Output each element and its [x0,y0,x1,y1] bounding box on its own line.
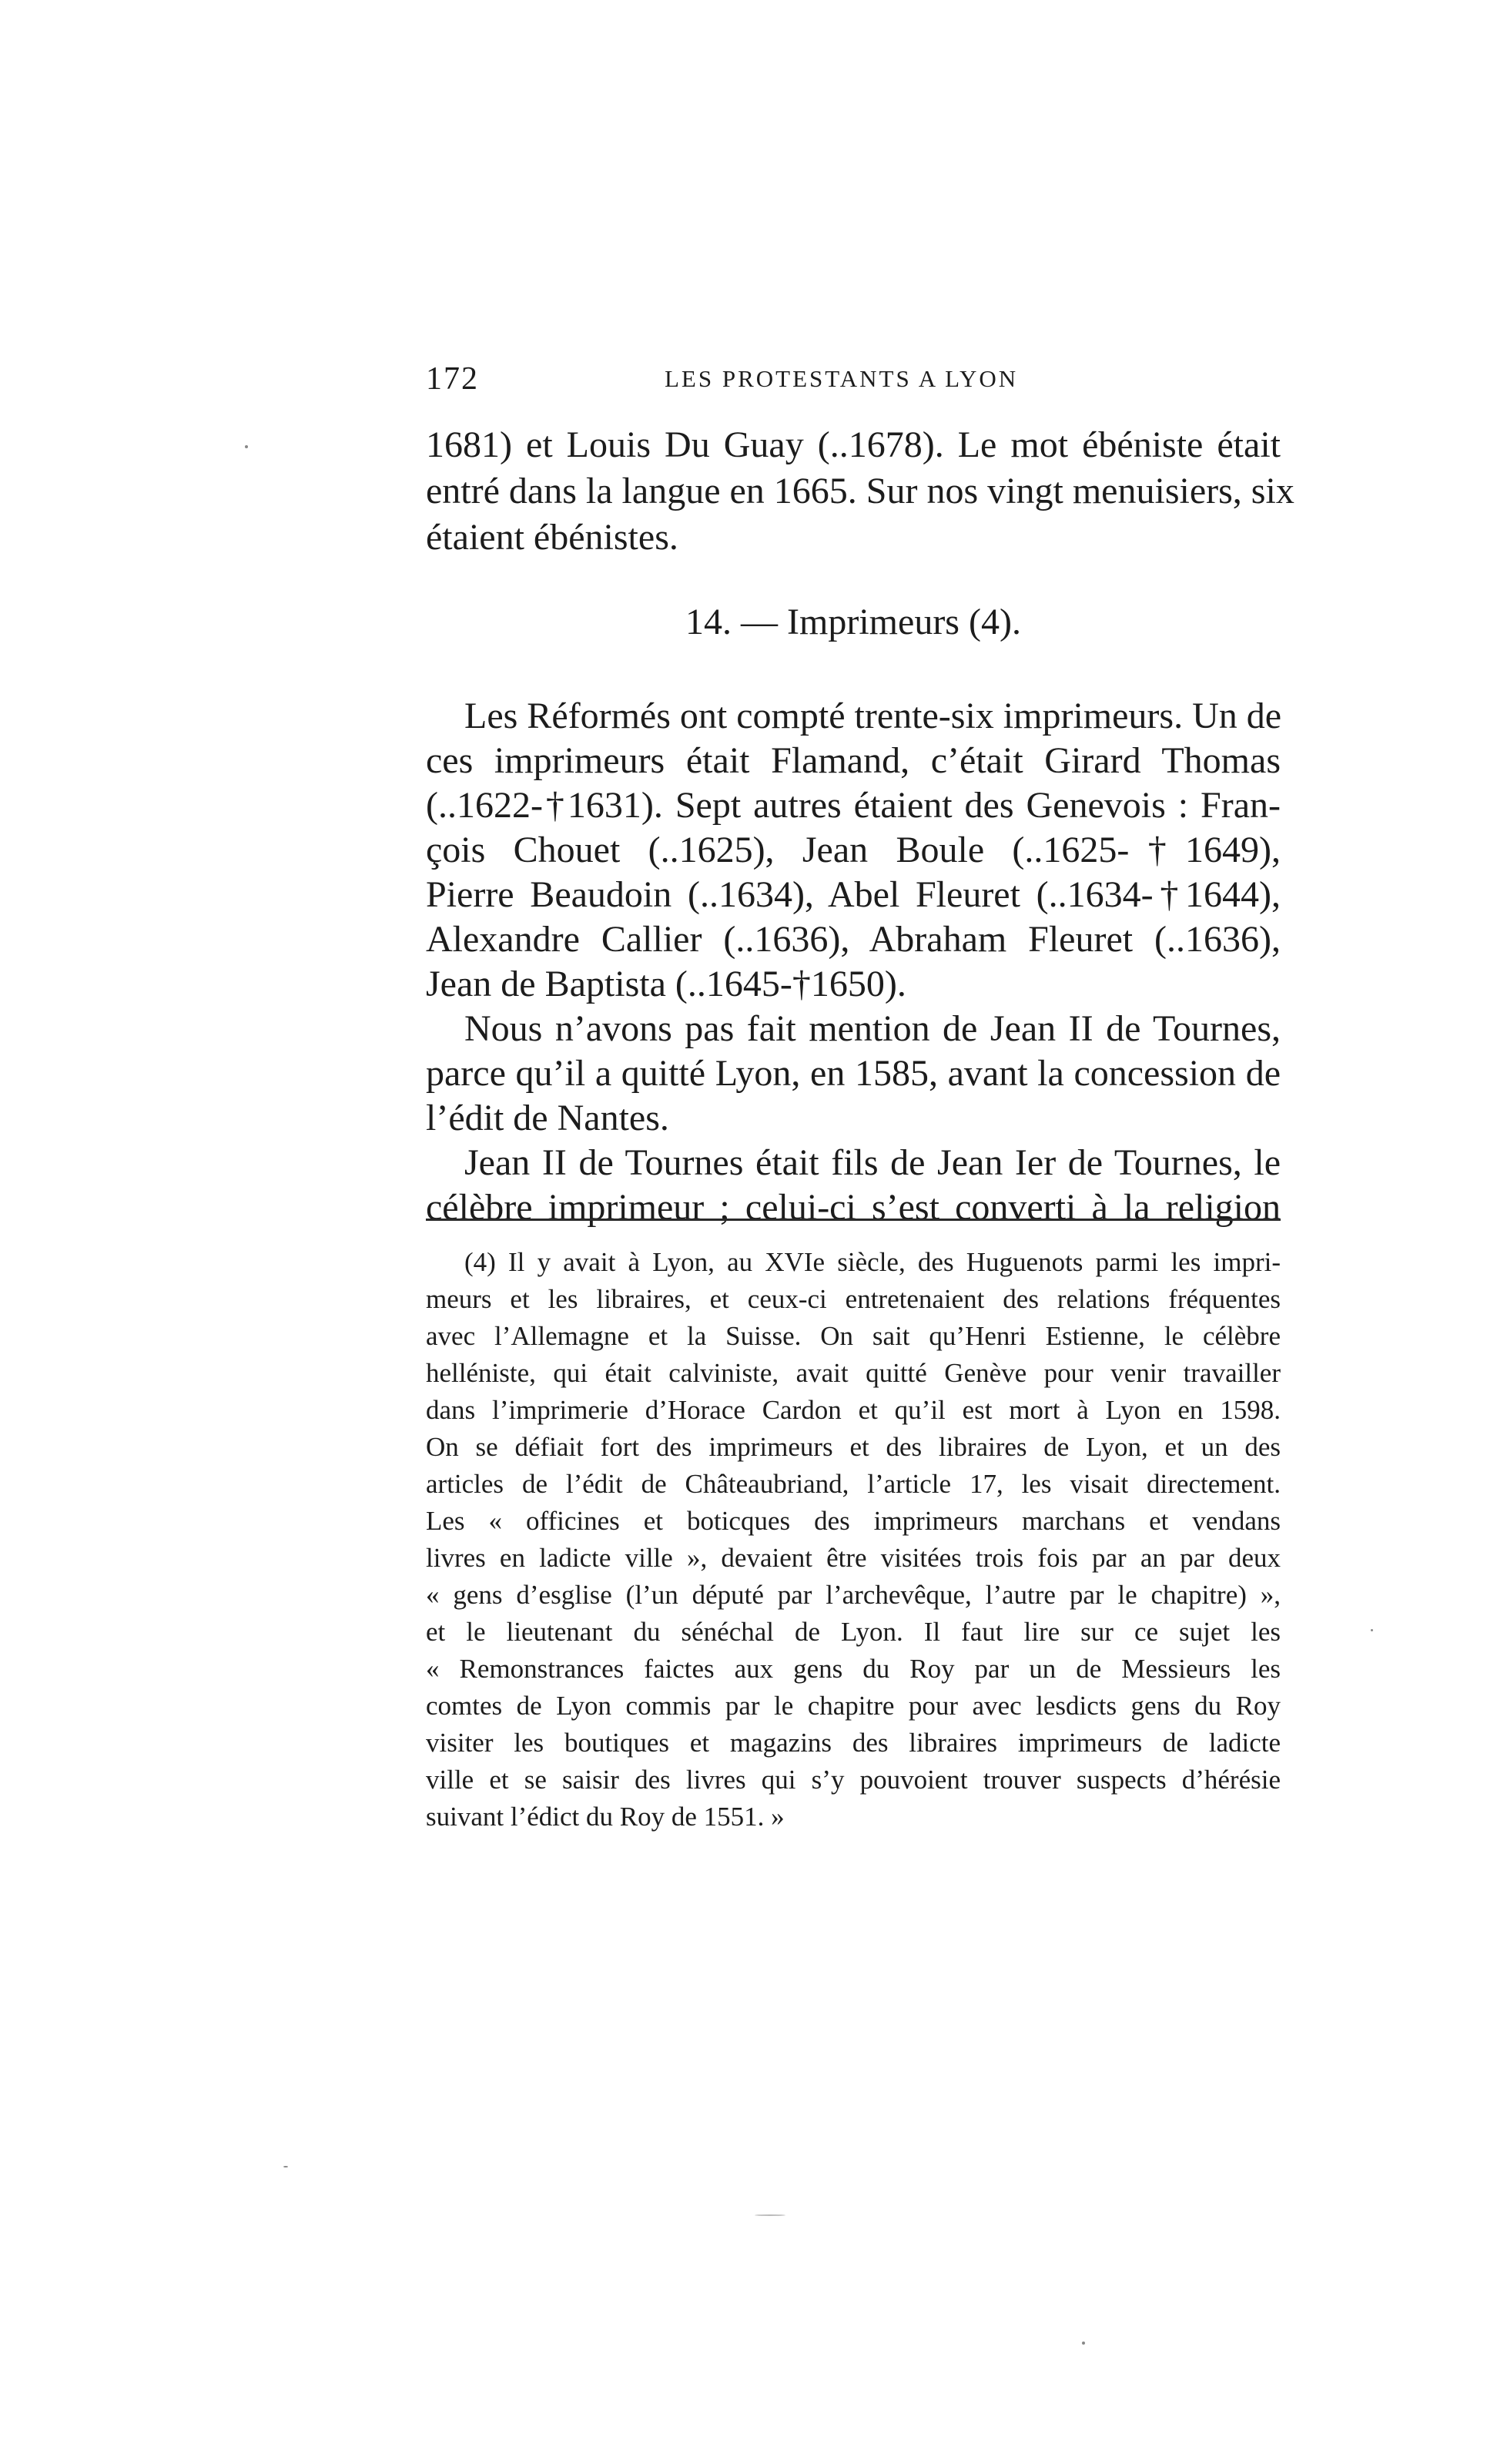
footnote-line: livres en ladicte ville », devaient être visitées trois fois par an par deux [426,1543,1281,1573]
text-line: parce qu’il a quitté Lyon, en 1585, avant la concession de [426,1053,1281,1094]
text-line: l’édit de Nantes. [426,1098,669,1138]
footnote-line: visiter les boutiques et magazins des libraires imprimeurs de ladicte [426,1728,1281,1758]
text-line: Jean II de Tournes était fils de Jean Ier de Tournes, le [464,1142,1281,1183]
footnote-divider [426,1219,1281,1221]
text-line: ces imprimeurs était Flamand, c’était Girard Thomas [426,740,1281,781]
text-line: Les Réformés ont compté trente-six imprimeurs. Un de [464,696,1282,736]
footnote-line: comtes de Lyon commis par le chapitre pour avec lesdicts gens du Roy [426,1691,1281,1721]
text-line: étaient ébénistes. [426,517,678,558]
footnote-line: meurs et les libraires, et ceux-ci entretenaient des relations fréquentes [426,1284,1281,1314]
footnote-line: avec l’Allemagne et la Suisse. On sait qu’Henri Estienne, le célèbre [426,1321,1281,1351]
scan-speck [283,2166,288,2167]
scan-speck [245,445,248,448]
footnote-line: dans l’imprimerie d’Horace Cardon et qu’il est mort à Lyon en 1598. [426,1395,1281,1425]
text-line: Alexandre Callier (..1636), Abraham Fleuret (..1636), [426,919,1281,960]
footnote-line: ville et se saisir des livres qui s’y pouvoient trouver suspects d’hérésie [426,1765,1281,1795]
footnote-line: On se défiait fort des imprimeurs et des libraires de Lyon, et un des [426,1432,1281,1462]
page-number: 172 [426,361,479,397]
text-line: entré dans la langue en 1665. Sur nos vingt menuisiers, six [426,471,1294,511]
text-line: Jean de Baptista (..1645-†1650). [426,964,906,1004]
scan-speck [1371,1629,1373,1631]
footnote-line: Les « officines et boticques des imprimeurs marchans et vendans [426,1506,1281,1536]
footnote-line: et le lieutenant du sénéchal de Lyon. Il faut lire sur ce sujet les [426,1617,1281,1647]
footnote-line: « Remonstrances faictes aux gens du Roy par un de Messieurs les [426,1654,1281,1684]
text-line: célèbre imprimeur ; celui-ci s’est converti à la religion [426,1187,1281,1228]
scan-speck [755,2214,785,2216]
scan-speck [1082,2342,1085,2345]
section-heading: 14. — Imprimeurs (4). [685,602,1021,642]
text-line: Nous n’avons pas fait mention de Jean II de Tournes, [464,1008,1281,1049]
text-line: çois Chouet (..1625), Jean Boule (..1625-†1649), [426,830,1281,870]
running-title: LES PROTESTANTS A LYON [665,365,1019,392]
footnote-line: « gens d’esglise (l’un député par l’archevêque, l’autre par le chapitre) », [426,1580,1281,1610]
footnote-line: articles de l’édit de Châteaubriand, l’article 17, les visait directement. [426,1469,1281,1499]
footnote-line: suivant l’édict du Roy de 1551. » [426,1802,785,1832]
text-line: 1681) et Louis Du Guay (..1678). Le mot ébéniste était [426,424,1281,465]
page-header [426,360,1281,407]
text-line: (..1622-†1631). Sept autres étaient des Genevois : Fran- [426,785,1281,826]
footnote-line: (4) Il y avait à Lyon, au XVIe siècle, des Huguenots parmi les impri- [464,1247,1281,1277]
footnote-line: helléniste, qui était calviniste, avait quitté Genève pour venir travailler [426,1358,1281,1388]
text-line: Pierre Beaudoin (..1634), Abel Fleuret (..1634-†1644), [426,874,1281,915]
